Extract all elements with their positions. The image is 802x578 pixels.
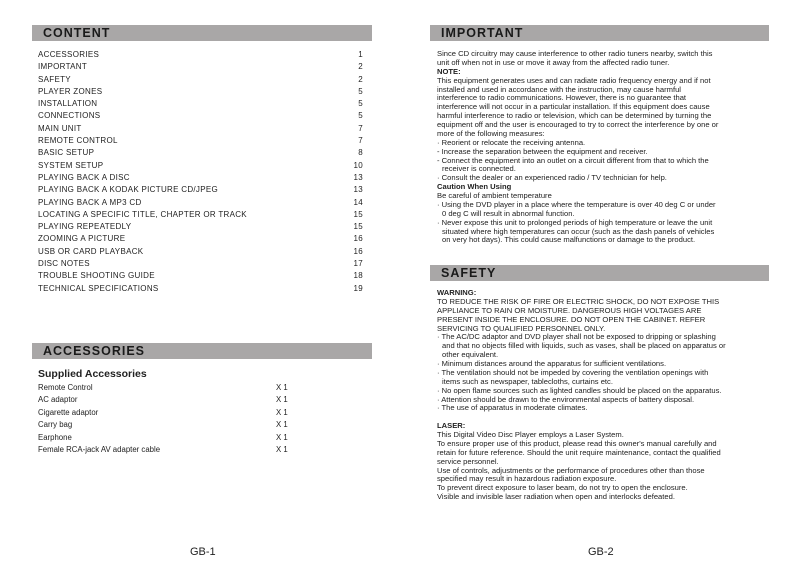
toc-label: SYSTEM SETUP [38,160,104,170]
accessory-name: Earphone [38,432,72,442]
text-line: APPLIANCE TO RAIN OR MOISTURE. DANGEROUS HIGH VOLTAGES ARE [437,305,702,315]
toc-page-number: 15 [353,222,363,232]
toc-entry [38,184,363,196]
accessories-header: ACCESSORIES [32,343,372,359]
toc-entry [38,209,363,221]
accessory-quantity: X 1 [276,407,288,417]
toc-label: REMOTE CONTROL [38,136,118,146]
text-line: TO REDUCE THE RISK OF FIRE OR ELECTRIC SHOCK, DO NOT EXPOSE THIS [437,296,720,306]
important-header: IMPORTANT [430,25,769,41]
accessory-name: Carry bag [38,420,73,430]
toc-label: PLAYING REPEATEDLY [38,222,132,232]
toc-label: MAIN UNIT [38,123,82,133]
accessories-list [38,367,298,456]
toc-page-number: 13 [353,185,363,195]
text-line: interference will not occur in a particular installation. If this equipment does cause [437,102,710,112]
toc-entry [38,172,363,184]
accessory-name: Remote Control [38,383,93,392]
toc-label: INSTALLATION [38,99,98,109]
toc-entry [38,123,363,135]
toc-entry [38,98,363,110]
important-text [437,50,777,245]
toc-page-number: 1 [358,50,363,59]
accessory-quantity: X 1 [276,444,288,454]
toc-label: CONNECTIONS [38,111,101,121]
toc-label: USB OR CARD PLAYBACK [38,246,144,256]
text-line: - Increase the separation between the equipment and receiver. [437,146,648,156]
text-line: To ensure proper use of this product, please read this owner's manual carefully and [437,438,717,448]
text-line: This Digital Video Disc Player employs a Laser System. [437,430,624,439]
text-line: · The ventilation should not be impeded by covering the ventilation openings with [437,367,709,377]
toc-entry [38,147,363,159]
accessory-quantity: X 1 [276,420,288,430]
toc-page-number: 2 [358,74,363,84]
toc-entry [38,258,363,270]
toc-page-number: 5 [358,99,363,109]
toc-label: TECHNICAL SPECIFICATIONS [38,283,159,293]
text-line: · Reorient or relocate the receiving antenna. [437,137,586,147]
toc-label: ACCESSORIES [38,50,100,59]
text-line: This equipment generates uses and can radiate radio frequency energy and if not [437,75,711,85]
toc-label: ZOOMING A PICTURE [38,234,126,244]
text-line: unit off when not in use or move it away from the affected radio tuner. [437,57,670,67]
toc-label: TROUBLE SHOOTING GUIDE [38,271,155,281]
toc-label: SAFETY [38,74,71,84]
accessory-item [38,444,298,456]
text-line: specified may result in hazardous radiation exposure. [437,474,617,484]
accessory-item [38,407,298,419]
toc-page-number: 8 [358,148,363,158]
toc-label: PLAYING BACK A MP3 CD [38,197,142,207]
toc-page-number: 18 [353,271,363,281]
toc-label: BASIC SETUP [38,148,95,158]
text-line: other equivalent. [442,350,499,360]
toc-entry [38,221,363,233]
toc-entry [38,135,363,147]
accessory-item [38,382,298,394]
text-line: · Never expose this unit to prolonged periods of high temperature or leave the unit [437,217,713,227]
text-line: · Consult the dealer or an experienced radio / TV technician for help. [437,173,667,183]
safety-header: SAFETY [430,265,769,281]
toc-label: IMPORTANT [38,62,88,72]
accessory-quantity: X 1 [276,395,288,405]
toc-entry [38,197,363,209]
toc-entry [38,86,363,98]
toc-page-number: 7 [358,123,363,133]
text-line: To prevent direct exposure to laser beam, do not try to open the enclosure. [437,483,688,493]
toc-label: PLAYING BACK A DISC [38,172,130,182]
text-line: on very hot days). This could cause malfunctions or damage to the product. [442,235,696,245]
text-line: · The use of apparatus in moderate climates. [437,403,588,413]
toc-label: PLAYING BACK A KODAK PICTURE CD/JPEG [38,185,219,195]
text-line: receiver is connected. [442,164,516,174]
text-line: items such as newspaper, tablecloths, curtains etc. [442,376,613,386]
text-line: Since CD circuitry may cause interference to other radio tuners nearby, switch this [437,49,713,58]
accessory-quantity: X 1 [276,432,288,442]
text-line: equipment off and the user is encouraged to try to correct the interference by one or [437,120,719,129]
text-line: SERVICING TO QUALIFIED PERSONNEL ONLY. [437,323,606,333]
accessory-item [38,432,298,444]
toc-page-number: 19 [353,283,363,293]
text-line: Visible and invisible laser radiation when open and interlocks defeated. [437,492,675,502]
text-line: retain for future reference. Should the unit require maintenance, contact the qualified [437,447,721,457]
toc-page-number: 5 [358,86,363,96]
table-of-contents [38,49,363,295]
toc-page-number: 16 [353,246,363,256]
toc-page-number: 7 [358,136,363,146]
toc-entry [38,246,363,258]
toc-entry [38,160,363,172]
safety-text [437,289,777,502]
toc-page-number: 10 [353,160,363,170]
toc-label: LOCATING A SPECIFIC TITLE, CHAPTER OR TRACK [38,209,247,219]
accessory-name: AC adaptor [38,395,78,405]
text-line: Use of controls, adjustments or the performance of procedures other than those [437,465,705,475]
toc-entry [38,61,363,73]
toc-entry [38,270,363,282]
text-line: · Minimum distances around the apparatus for sufficient ventilations. [437,359,667,368]
accessory-name: Cigarette adaptor [38,407,99,417]
text-line: · No open flame sources such as lighted candles should be placed on the apparatus. [437,385,722,395]
text-line: service personnel. [437,456,499,466]
toc-page-number: 17 [353,259,363,269]
toc-page-number: 5 [358,111,363,121]
text-line: · Attention should be drawn to the environmental aspects of battery disposal. [437,394,695,404]
accessory-quantity: X 1 [276,383,288,392]
text-line: harmful interference to radio or television, which can be determined by turning the [437,111,712,121]
text-line: - Connect the equipment into an outlet on a circuit different from that to which the [437,155,709,165]
content-header: CONTENT [32,25,372,41]
toc-entry [38,283,363,295]
section-subheading: Caution When Using [437,182,512,192]
toc-entry [38,49,363,61]
text-line [437,413,777,422]
toc-label: DISC NOTES [38,259,90,269]
text-line: 0 deg C will result in abnormal function. [442,208,575,218]
toc-label: PLAYER ZONES [38,86,103,96]
text-line: PRESENT INSIDE THE ENCLOSURE. DO NOT OPEN THE CABINET. REFER [437,314,706,324]
toc-entry [38,110,363,122]
toc-entry [38,74,363,86]
accessory-item [38,394,298,406]
text-line: · Using the DVD player in a place where the temperature is over 40 deg C or under [437,199,716,209]
section-subheading: WARNING: [437,288,477,297]
text-line: Be careful of ambient temperature [437,191,552,200]
toc-page-number: 2 [358,62,363,72]
section-subheading: LASER: [437,421,466,431]
text-line: situated where high temperatures can occur (such as the dash panels of vehicles [442,226,715,236]
section-subheading: NOTE: [437,66,461,76]
text-line: interference to radio communications. However, there is no guarantee that [437,93,687,103]
toc-page-number: 14 [353,197,363,207]
toc-page-number: 13 [353,172,363,182]
toc-page-number: 15 [353,209,363,219]
supplied-accessories-heading: Supplied Accessories [38,368,147,380]
page-number-left: GB-1 [190,546,216,558]
toc-page-number: 16 [353,234,363,244]
page-number-right: GB-2 [588,546,614,558]
toc-entry [38,233,363,245]
text-line: · The AC/DC adaptor and DVD player shall not be exposed to dripping or splashing [437,332,716,342]
text-line: and that no objects filled with liquids, such as vases, shall be placed on apparatus or [442,341,726,351]
text-line: installed and used in accordance with the instruction, may cause harmful [437,84,681,94]
accessory-item [38,419,298,431]
text-line: more of the following measures: [437,128,545,138]
accessory-name: Female RCA-jack AV adapter cable [38,444,161,454]
